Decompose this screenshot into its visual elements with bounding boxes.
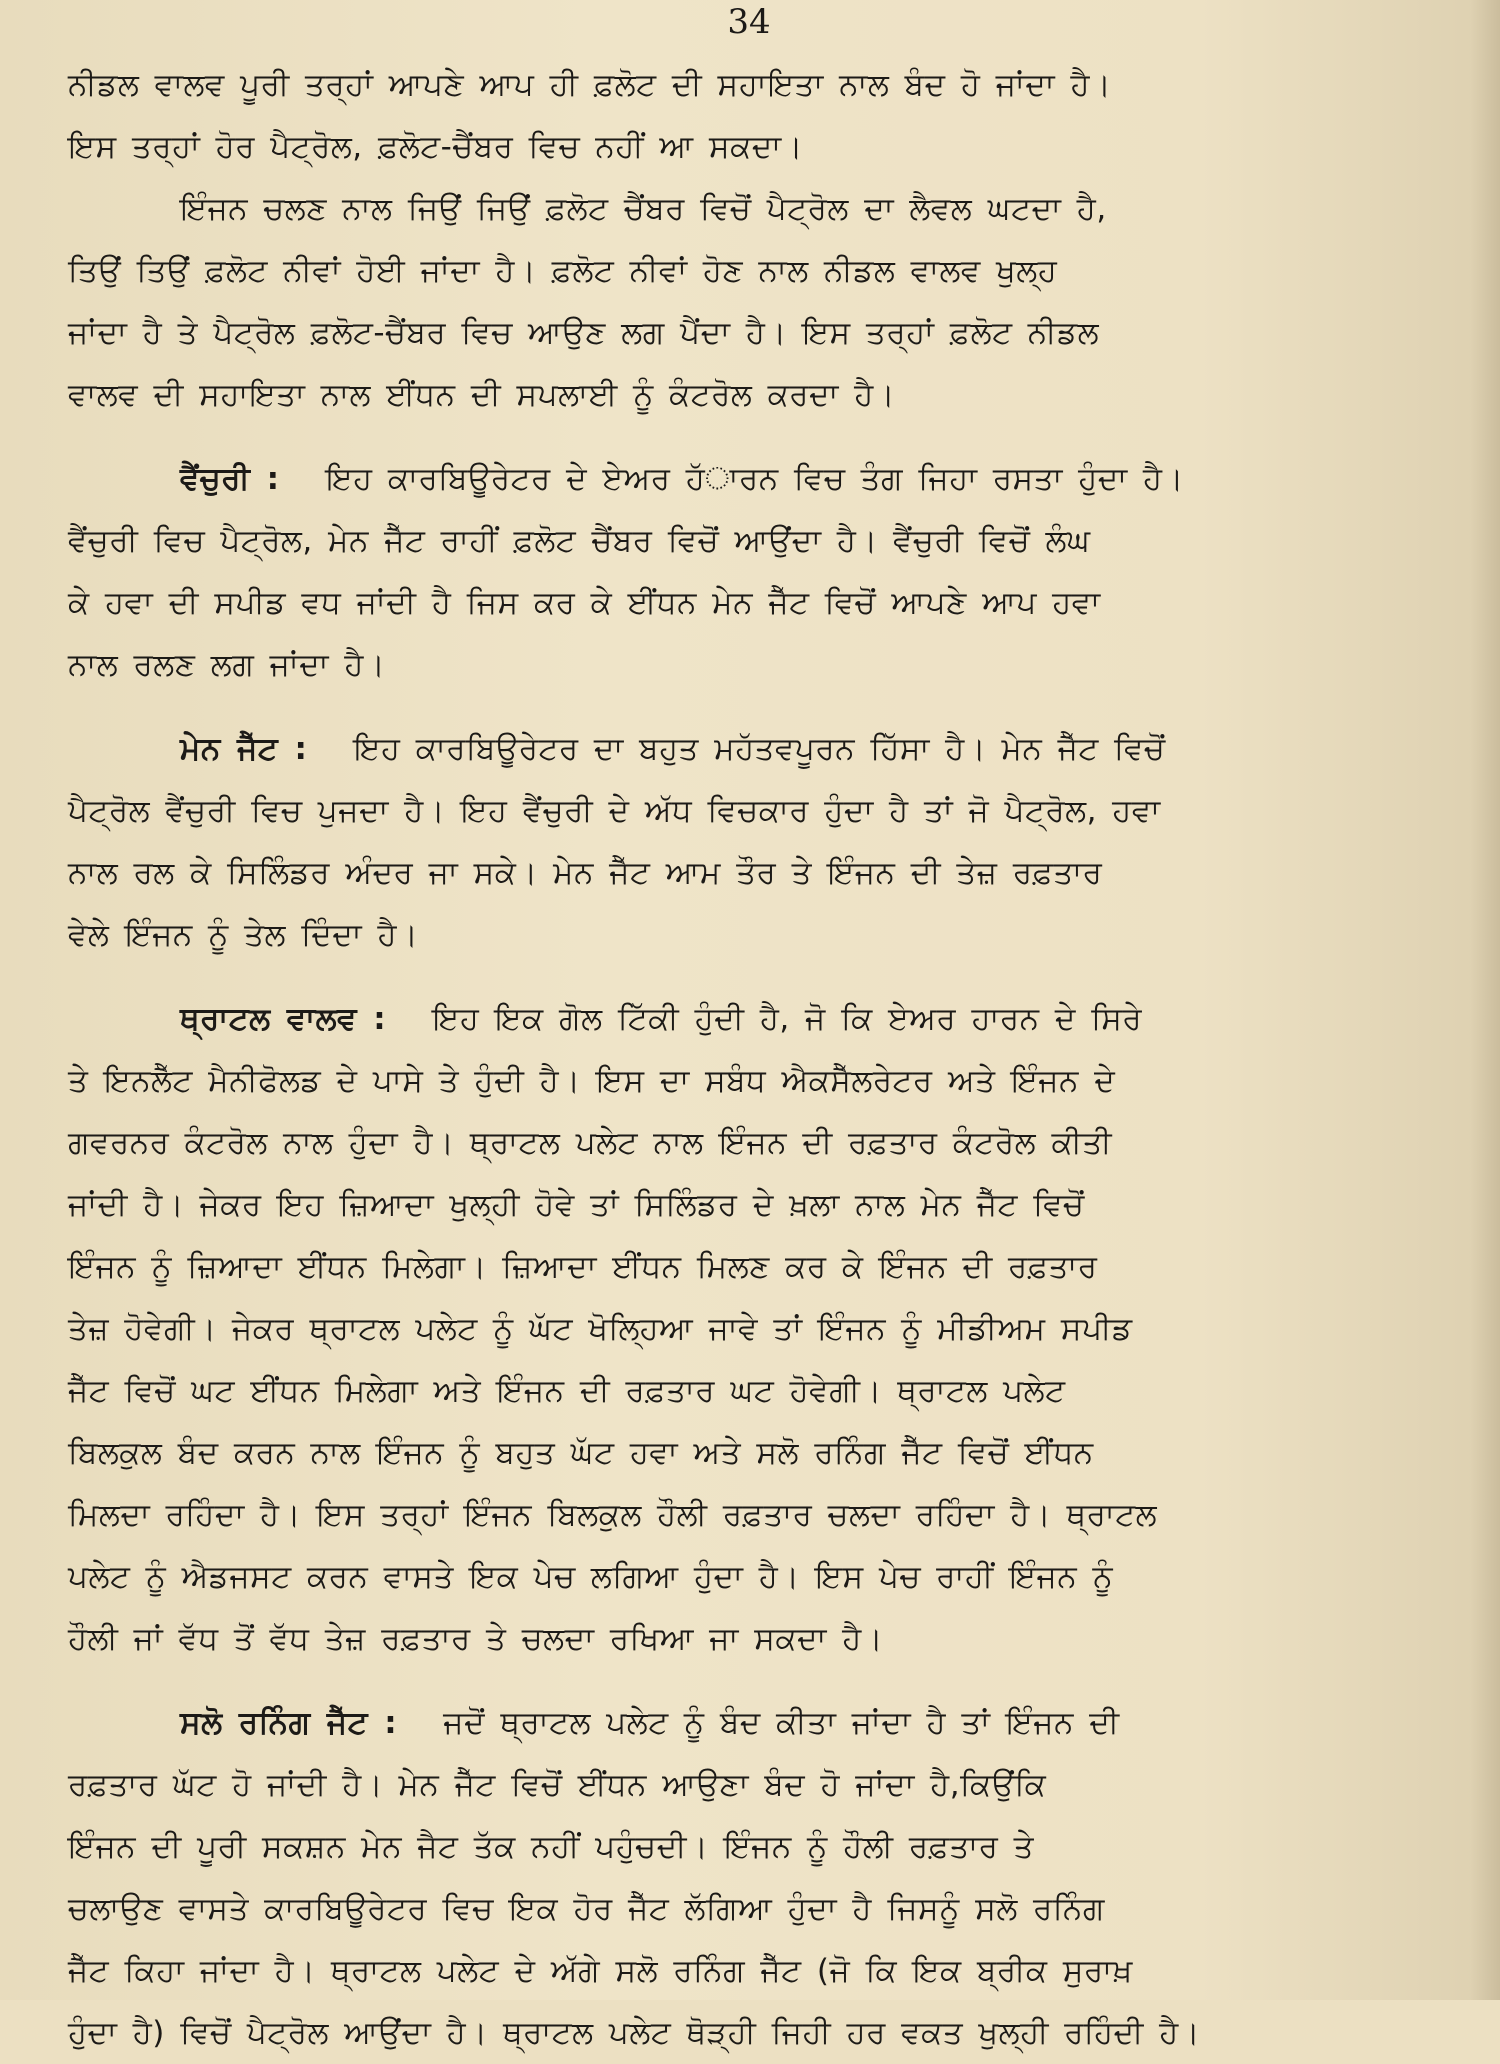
text-line: ਤਿਉਂ ਤਿਉਂ ਫ਼ਲੋਟ ਨੀਵਾਂ ਹੋਈ ਜਾਂਦਾ ਹੈ। ਫ਼ਲੋਟ ਨੀਵਾਂ ਹੋਣ ਨਾਲ ਨੀਡਲ ਵਾਲਵ ਖੁਲ੍ਹ xyxy=(68,253,1058,289)
paragraph-slow-running-jet xyxy=(68,1692,1470,2064)
text-line: ਗਵਰਨਰ ਕੰਟਰੋਲ ਨਾਲ ਹੁੰਦਾ ਹੈ। ਥ੍ਰਾਟਲ ਪਲੇਟ ਨਾਲ ਇੰਜਨ ਦੀ ਰਫ਼ਤਾਰ ਕੰਟਰੋਲ ਕੀਤੀ xyxy=(68,1125,1113,1161)
text-line: ਇਸ ਤਰ੍ਹਾਂ ਹੋਰ ਪੈਟ੍ਰੋਲ, ਫ਼ਲੋਟ-ਚੈਂਬਰ ਵਿਚ ਨਹੀਂ ਆ ਸਕਦਾ। xyxy=(68,129,804,165)
text-line xyxy=(68,988,1470,1050)
text-line: ਤੇਜ਼ ਹੋਵੇਗੀ। ਜੇਕਰ ਥ੍ਰਾਟਲ ਪਲੇਟ ਨੂੰ ਘੱਟ ਖੋਲ੍ਹਿਆ ਜਾਵੇ ਤਾਂ ਇੰਜਨ ਨੂੰ ਮੀਡੀਅਮ ਸਪੀਡ xyxy=(68,1311,1133,1347)
section-heading-main-jet: ਮੇਨ ਜੈੱਟ : xyxy=(180,731,308,767)
text-line: ਵਾਲਵ ਦੀ ਸਹਾਇਤਾ ਨਾਲ ਈਂਧਨ ਦੀ ਸਪਲਾਈ ਨੂੰ ਕੰਟਰੋਲ ਕਰਦਾ ਹੈ। xyxy=(68,377,896,413)
section-heading-throttle-valve: ਥ੍ਰਾਟਲ ਵਾਲਵ : xyxy=(180,1001,387,1037)
text-line: ਜਾਂਦੀ ਹੈ। ਜੇਕਰ ਇਹ ਜ਼ਿਆਦਾ ਖੁਲ੍ਹੀ ਹੋਵੇ ਤਾਂ ਸਿਲਿੰਡਰ ਦੇ ਖ਼ਲਾ ਨਾਲ ਮੇਨ ਜੈੱਟ ਵਿਚੋਂ xyxy=(68,1187,1085,1223)
text-line: ਨਾਲ ਰਲ ਕੇ ਸਿਲਿੰਡਰ ਅੰਦਰ ਜਾ ਸਕੇ। ਮੇਨ ਜੈੱਟ ਆਮ ਤੌਰ ਤੇ ਇੰਜਨ ਦੀ ਤੇਜ਼ ਰਫ਼ਤਾਰ xyxy=(68,855,1103,891)
paragraph-throttle-valve xyxy=(68,988,1470,1670)
text-run: ਇਹ ਕਾਰਬਿਊਰੇਟਰ ਦਾ ਬਹੁਤ ਮਹੱਤਵਪੂਰਨ ਹਿੱਸਾ ਹੈ। ਮੇਨ ਜੈੱਟ ਵਿਚੋਂ xyxy=(353,731,1166,767)
text-line: ਹੁੰਦਾ ਹੈ) ਵਿਚੋਂ ਪੈਟ੍ਰੋਲ ਆਉਂਦਾ ਹੈ। ਥ੍ਰਾਟਲ ਪਲੇਟ ਥੋੜ੍ਹੀ ਜਿਹੀ ਹਰ ਵਕਤ ਖੁਲ੍ਹੀ ਰਹਿੰਦੀ ਹੈ। xyxy=(68,2015,1201,2051)
text-line: ਇੰਜਨ ਚਲਣ ਨਾਲ ਜਿਉਂ ਜਿਉਂ ਫ਼ਲੋਟ ਚੈਂਬਰ ਵਿਚੋਂ ਪੈਟ੍ਰੋਲ ਦਾ ਲੈਵਲ ਘਟਦਾ ਹੈ, xyxy=(180,191,1107,227)
text-line: ਨਾਲ ਰਲਣ ਲਗ ਜਾਂਦਾ ਹੈ। xyxy=(68,647,386,683)
text-line: ਰਫ਼ਤਾਰ ਘੱਟ ਹੋ ਜਾਂਦੀ ਹੈ। ਮੇਨ ਜੈੱਟ ਵਿਚੋਂ ਈਂਧਨ ਆਉਣਾ ਬੰਦ ਹੋ ਜਾਂਦਾ ਹੈ,ਕਿਉਂਕਿ xyxy=(68,1767,1047,1803)
text-line: ਜਾਂਦਾ ਹੈ ਤੇ ਪੈਟ੍ਰੋਲ ਫ਼ਲੋਟ-ਚੈਂਬਰ ਵਿਚ ਆਉਣ ਲਗ ਪੈਂਦਾ ਹੈ। ਇਸ ਤਰ੍ਹਾਂ ਫ਼ਲੋਟ ਨੀਡਲ xyxy=(68,315,1100,351)
page-edge-shadow xyxy=(1470,0,1500,2000)
text-line: ਜੈੱਟ ਵਿਚੋਂ ਘਟ ਈਂਧਨ ਮਿਲੇਗਾ ਅਤੇ ਇੰਜਨ ਦੀ ਰਫ਼ਤਾਰ ਘਟ ਹੋਵੇਗੀ। ਥ੍ਰਾਟਲ ਪਲੇਟ xyxy=(68,1373,1066,1409)
text-line xyxy=(68,718,1470,780)
text-line: ਪਲੇਟ ਨੂੰ ਐਡਜਸਟ ਕਰਨ ਵਾਸਤੇ ਇਕ ਪੇਚ ਲਗਿਆ ਹੁੰਦਾ ਹੈ। ਇਸ ਪੇਚ ਰਾਹੀਂ ਇੰਜਨ ਨੂੰ xyxy=(68,1559,1114,1595)
text-line xyxy=(68,1692,1470,1754)
paragraph-main-jet xyxy=(68,718,1470,966)
text-line: ਇੰਜਨ ਦੀ ਪੂਰੀ ਸਕਸ਼ਨ ਮੇਨ ਜੈਟ ਤੱਕ ਨਹੀਂ ਪਹੁੰਚਦੀ। ਇੰਜਨ ਨੂੰ ਹੌਲੀ ਰਫ਼ਤਾਰ ਤੇ xyxy=(68,1829,1034,1865)
text-line: ਕੇ ਹਵਾ ਦੀ ਸਪੀਡ ਵਧ ਜਾਂਦੀ ਹੈ ਜਿਸ ਕਰ ਕੇ ਈਂਧਨ ਮੇਨ ਜੈੱਟ ਵਿਚੋਂ ਆਪਣੇ ਆਪ ਹਵਾ xyxy=(68,585,1101,621)
text-line xyxy=(68,448,1470,510)
text-run: ਇਹ ਕਾਰਬਿਊਰੇਟਰ ਦੇ ਏਅਰ ਹੱਾਰਨ ਵਿਚ ਤੰਗ ਜਿਹਾ ਰਸਤਾ ਹੁੰਦਾ ਹੈ। xyxy=(325,461,1184,497)
text-run: ਜਦੋਂ ਥ੍ਰਾਟਲ ਪਲੇਟ ਨੂੰ ਬੰਦ ਕੀਤਾ ਜਾਂਦਾ ਹੈ ਤਾਂ ਇੰਜਨ ਦੀ xyxy=(443,1705,1120,1741)
paragraph-venturi xyxy=(68,448,1470,696)
text-run: ਇਹ ਇਕ ਗੋਲ ਟਿੱਕੀ ਹੁੰਦੀ ਹੈ, ਜੋ ਕਿ ਏਅਰ ਹਾਰਨ ਦੇ ਸਿਰੇ xyxy=(432,1001,1143,1037)
page-number: 34 xyxy=(727,2,771,42)
section-heading-venturi: ਵੈਂਚੁਰੀ : xyxy=(180,461,280,497)
text-line: ਪੈਟ੍ਰੋਲ ਵੈਂਚੁਰੀ ਵਿਚ ਪੁਜਦਾ ਹੈ। ਇਹ ਵੈਂਚੁਰੀ ਦੇ ਅੱਧ ਵਿਚਕਾਰ ਹੁੰਦਾ ਹੈ ਤਾਂ ਜੋ ਪੈਟ੍ਰੋਲ, ਹਵਾ xyxy=(68,793,1161,829)
text-line: ਨੀਡਲ ਵਾਲਵ ਪੂਰੀ ਤਰ੍ਹਾਂ ਆਪਣੇ ਆਪ ਹੀ ਫ਼ਲੋਟ ਦੀ ਸਹਾਇਤਾ ਨਾਲ ਬੰਦ ਹੋ ਜਾਂਦਾ ਹੈ। xyxy=(68,67,1112,103)
text-line: ਤੇ ਇਨਲੈੱਟ ਮੈਨੀਫੋਲਡ ਦੇ ਪਾਸੇ ਤੇ ਹੁੰਦੀ ਹੈ। ਇਸ ਦਾ ਸਬੰਧ ਐਕਸੈੱਲਰੇਟਰ ਅਤੇ ਇੰਜਨ ਦੇ xyxy=(68,1063,1116,1099)
text-line: ਵੈਂਚੁਰੀ ਵਿਚ ਪੈਟ੍ਰੋਲ, ਮੇਨ ਜੈੱਟ ਰਾਹੀਂ ਫ਼ਲੋਟ ਚੈਂਬਰ ਵਿਚੋਂ ਆਉਂਦਾ ਹੈ। ਵੈਂਚੁਰੀ ਵਿਚੋਂ ਲੰਘ xyxy=(68,523,1091,559)
text-line: ਇੰਜਨ ਨੂੰ ਜ਼ਿਆਦਾ ਈਂਧਨ ਮਿਲੇਗਾ। ਜ਼ਿਆਦਾ ਈਂਧਨ ਮਿਲਣ ਕਰ ਕੇ ਇੰਜਨ ਦੀ ਰਫ਼ਤਾਰ xyxy=(68,1249,1098,1285)
text-line: ਜੈੱਟ ਕਿਹਾ ਜਾਂਦਾ ਹੈ। ਥ੍ਰਾਟਲ ਪਲੇਟ ਦੇ ਅੱਗੇ ਸਲੋ ਰਨਿੰਗ ਜੈੱਟ (ਜੋ ਕਿ ਇਕ ਬ੍ਰੀਕ ਸੁਰਾਖ਼ xyxy=(68,1953,1133,1989)
text-line: ਹੌਲੀ ਜਾਂ ਵੱਧ ਤੋਂ ਵੱਧ ਤੇਜ਼ ਰਫ਼ਤਾਰ ਤੇ ਚਲਦਾ ਰਖਿਆ ਜਾ ਸਕਦਾ ਹੈ। xyxy=(68,1621,884,1657)
text-line: ਵੇਲੇ ਇੰਜਨ ਨੂੰ ਤੇਲ ਦਿੰਦਾ ਹੈ। xyxy=(68,917,419,953)
section-heading-slow-running-jet: ਸਲੋ ਰਨਿੰਗ ਜੈੱਟ : xyxy=(180,1705,398,1741)
paragraph-float-needle-valve xyxy=(68,54,1470,178)
text-line: ਬਿਲਕੁਲ ਬੰਦ ਕਰਨ ਨਾਲ ਇੰਜਨ ਨੂੰ ਬਹੁਤ ਘੱਟ ਹਵਾ ਅਤੇ ਸਲੋ ਰਨਿੰਗ ਜੈੱਟ ਵਿਚੋਂ ਈਂਧਨ xyxy=(68,1435,1094,1471)
text-line: ਚਲਾਉਣ ਵਾਸਤੇ ਕਾਰਬਿਊਰੇਟਰ ਵਿਚ ਇਕ ਹੋਰ ਜੈੱਟ ਲੱਗਿਆ ਹੁੰਦਾ ਹੈ ਜਿਸਨੂੰ ਸਲੋ ਰਨਿੰਗ xyxy=(68,1891,1105,1927)
text-line: ਮਿਲਦਾ ਰਹਿੰਦਾ ਹੈ। ਇਸ ਤਰ੍ਹਾਂ ਇੰਜਨ ਬਿਲਕੁਲ ਹੌਲੀ ਰਫ਼ਤਾਰ ਚਲਦਾ ਰਹਿੰਦਾ ਹੈ। ਥ੍ਰਾਟਲ xyxy=(68,1497,1158,1533)
paragraph-float-level xyxy=(68,178,1470,426)
